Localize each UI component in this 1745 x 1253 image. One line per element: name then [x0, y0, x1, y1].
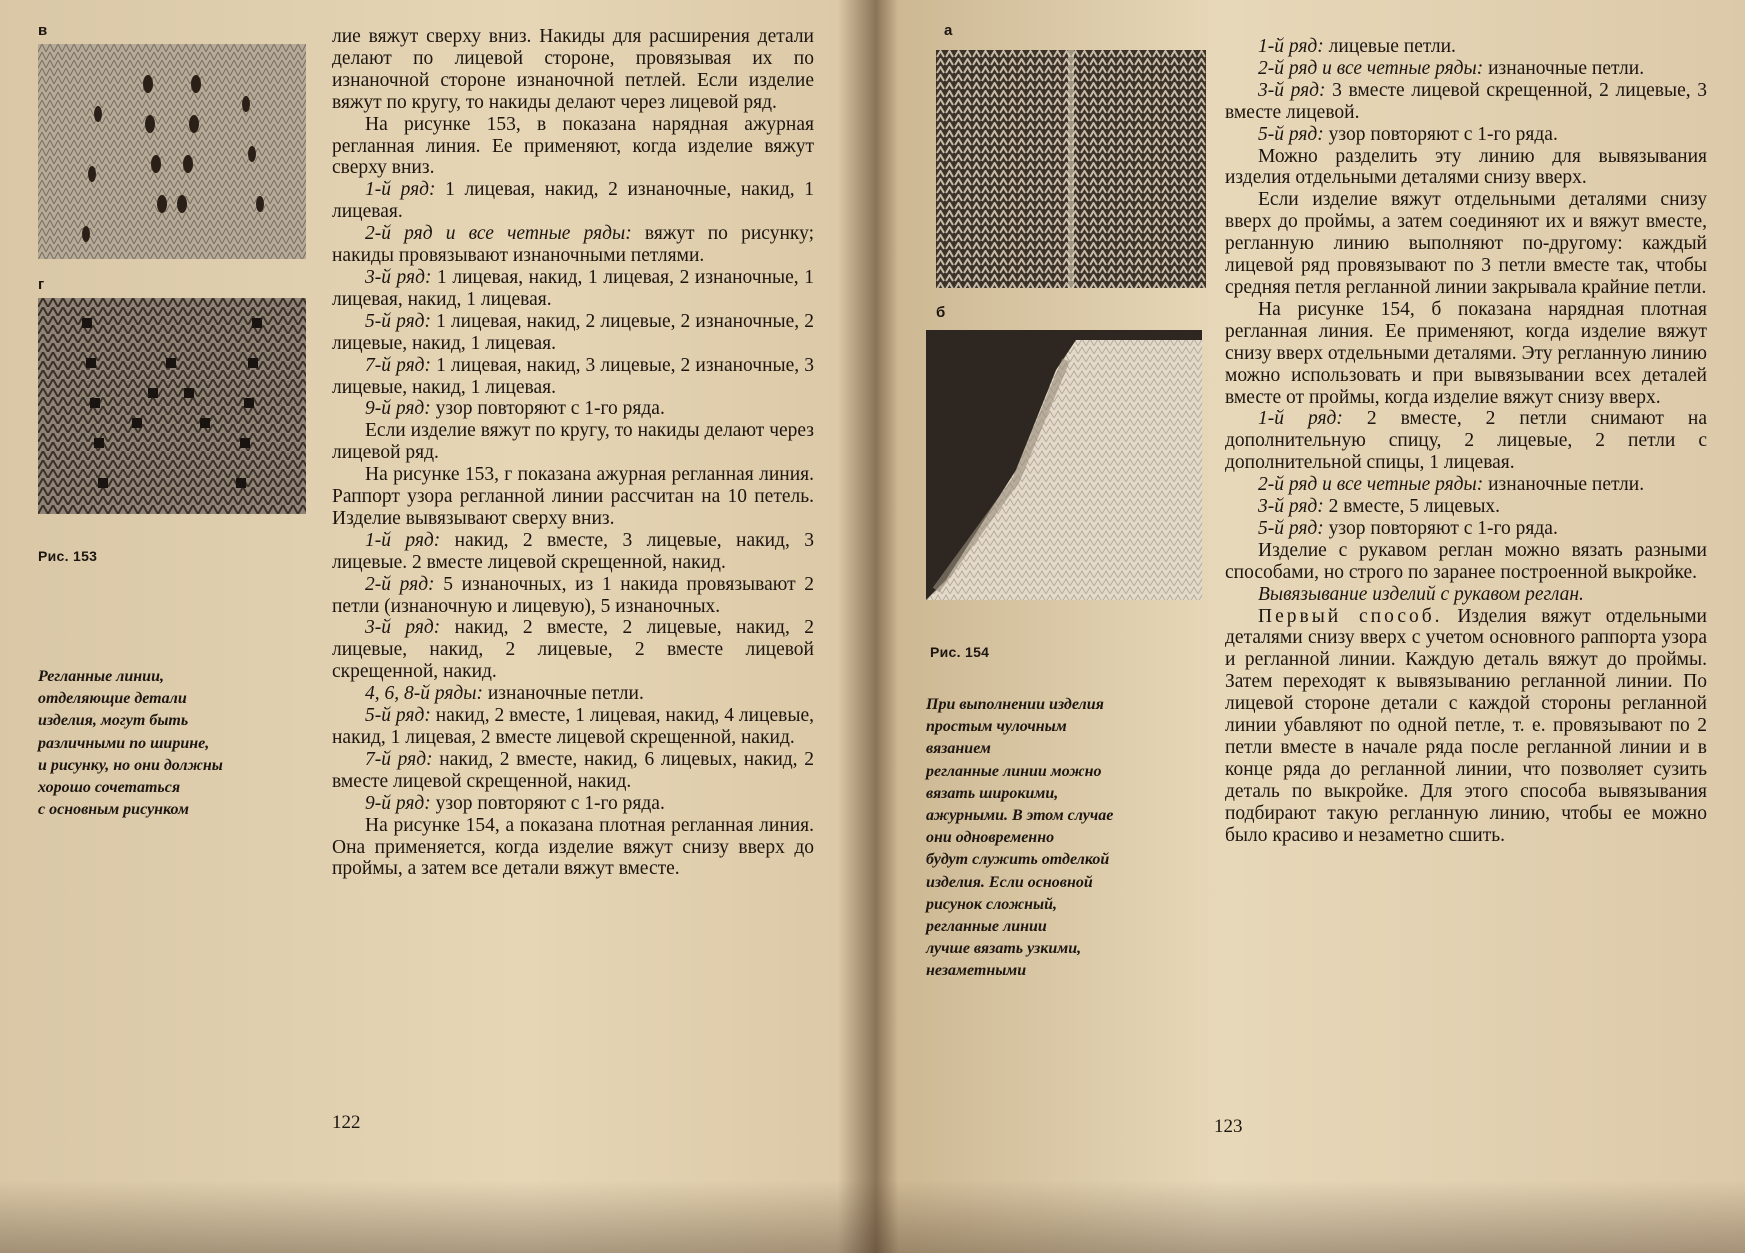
paragraph: Изделие с рукавом реглан можно вязать разными способами, но строго по заранее построенной выкройке.: [1225, 539, 1707, 583]
row-label: 5-й ряд:: [1258, 123, 1324, 145]
row-label: 3-й ряд:: [1258, 79, 1326, 101]
row-text: вяжут по рисунку; накиды провязывают изнаночными петлями.: [332, 223, 814, 267]
figure-letter-b: б: [936, 304, 946, 321]
row-label: 5-й ряд:: [1258, 517, 1324, 539]
figure-letter-g: г: [38, 276, 45, 293]
row-text: узор повторяют с 1-го ряда.: [1323, 123, 1558, 145]
row-label: 2-й ряд и все четные ряды:: [365, 223, 632, 245]
row-text: узор повторяют с 1-го ряда.: [430, 398, 665, 420]
row-text: изнаночные петли.: [1483, 57, 1645, 79]
paragraph: Если изделие вяжут отдельными деталями снизу вверх до проймы, а затем соединяют их и вяжут вместе, регланную линию выполняют по-другому: каждый лицевой ряд провязывают по 3 петли вместе так, чтобы средняя петля регланной линии закрывала крайние петли.: [1225, 189, 1707, 298]
paragraph: [332, 398, 814, 420]
row-label: 1-й ряд:: [1258, 36, 1324, 57]
caption-line: лучше вязать узкими,: [926, 940, 1082, 958]
paragraph: [1225, 80, 1707, 124]
row-label: 9-й ряд:: [365, 398, 431, 420]
row-label: 1-й ряд:: [1258, 408, 1343, 430]
caption-line: изделия. Если основной: [926, 873, 1093, 891]
paragraph: На рисунке 154, б показана нарядная плотная регланная линия. Ее применяют, когда изделие вяжут снизу вверх отдельными деталями. Эту регланную линию можно использовать и при вывязывании всех деталей вместе от проймы, когда изделие вяжут снизу вверх.: [1225, 298, 1707, 408]
figure-title: Рис. 154: [930, 644, 990, 660]
paragraph: [332, 530, 814, 574]
row-label: 5-й ряд:: [365, 310, 431, 332]
row-label: 9-й ряд:: [365, 792, 431, 814]
paragraph: Если изделие вяжут по кругу, то накиды делают через лицевой ряд.: [332, 420, 814, 464]
caption-line: и рисунку, но они должны: [38, 756, 223, 774]
row-text: 1 лицевая, накид, 3 лицевые, 2 изнаночные, 3 лицевые, накид, 1 лицевая.: [332, 354, 814, 398]
row-label: 1-й ряд:: [365, 179, 436, 201]
row-text: 2 вместе, 2 петли снимают на дополнительную спицу, 2 лицевые, 2 петли с дополнительной спицы, 1 лицевая.: [1225, 408, 1707, 474]
row-text: 1 лицевая, накид, 2 лицевые, 2 изнаночные, 2 лицевые, накид, 1 лицевая.: [332, 310, 814, 354]
paragraph: [1225, 606, 1707, 847]
row-label: 2-й ряд и все четные ряды:: [1258, 57, 1484, 79]
paragraph: [1225, 474, 1707, 496]
right-page: [880, 0, 1745, 1253]
paragraph: [332, 574, 814, 618]
paragraph: [1225, 58, 1707, 80]
row-text: узор повторяют с 1-го ряда.: [1323, 517, 1558, 539]
paragraph: [332, 683, 814, 705]
figure-caption: [926, 694, 1113, 983]
caption-line: изделия, могут быть: [38, 712, 189, 730]
row-text: накид, 2 вместе, 1 лицевая, накид, 4 лицевые, накид, 1 лицевая, 2 вместе лицевой скрещенной, накид.: [332, 705, 814, 748]
caption-line: При выполнении изделия: [926, 696, 1104, 713]
paragraph: [1225, 124, 1707, 146]
row-label: 7-й ряд:: [365, 748, 433, 770]
row-label: 2-й ряд и все четные ряды:: [1258, 474, 1484, 496]
knitting-photo-a: [936, 50, 1206, 288]
caption-line: хорошо сочетаться: [38, 779, 181, 797]
paragraph: [1225, 518, 1707, 540]
row-text: 5 изнаночных, из 1 накида провязывают 2 петли (изнаночную и лицевую), 5 изнаночных.: [332, 573, 814, 617]
row-text: накид, 2 вместе, 2 лицевые, накид, 2 лицевые, накид, 2 лицевые, 2 вместе лицевой скрещенной, накид.: [332, 617, 814, 683]
figure-letter-a: а: [944, 22, 953, 39]
row-text: лицевые петли.: [1323, 36, 1456, 57]
paragraph: [332, 179, 814, 223]
row-label: 2-й ряд:: [365, 573, 435, 595]
section-heading: Вывязывание изделий с рукавом реглан.: [1258, 583, 1584, 605]
caption-line: незаметными: [926, 962, 1027, 980]
knitting-photo-g: [38, 298, 306, 514]
row-text: изнаночные петли.: [483, 683, 644, 705]
row-label: 5-й ряд:: [365, 705, 431, 727]
row-label: 3-й ряд:: [365, 266, 432, 288]
row-label: 1-й ряд:: [365, 529, 441, 551]
caption-line: простым чулочным: [926, 718, 1067, 736]
method-heading: Первый способ.: [1258, 605, 1443, 627]
caption-line: различными по ширине,: [38, 734, 210, 752]
page-shadow: [0, 1180, 1745, 1253]
caption-line: будут служить отделкой: [926, 851, 1110, 869]
figure-title: Рис. 153: [38, 548, 98, 564]
caption-line: регланные линии можно: [926, 762, 1102, 780]
row-label: 3-й ряд:: [1258, 496, 1324, 518]
row-text: узор повторяют с 1-го ряда.: [430, 792, 665, 814]
text-column: [332, 26, 814, 880]
paragraph: [1225, 408, 1707, 474]
caption-line: они одновременно: [926, 829, 1055, 847]
row-text: изнаночные петли.: [1483, 474, 1645, 496]
paragraph: [332, 355, 814, 399]
caption-line: отделяющие детали: [38, 690, 187, 708]
row-text: 2 вместе, 5 лицевых.: [1323, 496, 1501, 518]
page-number: 123: [1214, 1116, 1243, 1137]
row-text: Изделия вяжут отдельными деталями снизу вверх с учетом основного раппорта узора и регланной линии. Каждую деталь вяжут до проймы. Затем переходят к вывязыванию регланной линии. По лицевой стороне детали с каждой стороны регланной линии убавляют по одной петле, т. е. провязывают по 2 петли вместе в начале ряда после регланной линии и в конце ряда до регланной линии, что позволяет сузить деталь по выкройке. Для этого способа вывязывания подбирают такую регланную линию, чтобы ее можно было красиво и незаметно сшить.: [1225, 605, 1707, 846]
row-text: 3 вместе лицевой скрещенной, 2 лицевые, 3 вместе лицевой.: [1225, 79, 1707, 123]
caption-line: регланные линии: [926, 918, 1047, 936]
figure-letter-v: в: [38, 22, 48, 39]
caption-line: рисунок сложный,: [926, 895, 1058, 913]
row-label: 7-й ряд:: [365, 354, 431, 376]
paragraph: [332, 705, 814, 749]
paragraph: [1225, 496, 1707, 518]
paragraph: [332, 267, 814, 311]
paragraph: Можно разделить эту линию для вывязывания изделия отдельными деталями снизу вверх.: [1225, 145, 1707, 189]
caption-line: ажурными. В этом случае: [926, 807, 1114, 825]
paragraph: [332, 223, 814, 267]
figure-caption: [38, 666, 223, 821]
row-text: накид, 2 вместе, накид, 6 лицевых, накид, 2 вместе лицевой скрещенной, накид.: [332, 748, 814, 792]
row-label: 4, 6, 8-й ряды:: [365, 683, 483, 705]
paragraph: [332, 793, 814, 815]
caption-line: Регланные линии,: [38, 668, 164, 685]
paragraph: На рисунке 154, а показана плотная регланная линия. Она применяется, когда изделие вяжут снизу вверх до проймы, а затем все детали вяжут вместе.: [332, 814, 814, 880]
paragraph: [332, 617, 814, 683]
knitting-photo-b: [926, 330, 1202, 600]
page-number: 122: [332, 1112, 361, 1133]
paragraph: На рисунке 153, г показана ажурная регланная линия. Раппорт узора регланной линии рассчитан на 10 петель. Изделие вывязывают сверху вниз.: [332, 464, 814, 529]
knitting-photo-v: [38, 44, 306, 259]
paragraph: [1225, 36, 1707, 58]
paragraph: [1225, 584, 1707, 606]
row-text: 1 лицевая, накид, 2 изнаночные, накид, 1 лицевая.: [332, 179, 814, 223]
row-text: 1 лицевая, накид, 1 лицевая, 2 изнаночные, 1 лицевая, накид, 1 лицевая.: [332, 266, 814, 310]
row-label: 3-й ряд:: [365, 617, 441, 639]
caption-line: вязать широкими,: [926, 784, 1059, 802]
caption-line: вязанием: [926, 740, 991, 758]
caption-line: с основным рисунком: [38, 801, 189, 819]
left-page: [0, 0, 868, 1253]
paragraph: лие вяжут сверху вниз. Накиды для расширения детали делают по лицевой стороне, провязывая их по изнаночной стороне изнаночной петлей. Если изделие вяжут по кругу, то накиды делают через лицевой ряд.: [332, 26, 814, 113]
paragraph: [332, 749, 814, 793]
text-column: [1225, 36, 1707, 847]
paragraph: [332, 311, 814, 355]
paragraph: На рисунке 153, в показана нарядная ажурная регланная линия. Ее применяют, когда изделие вяжут сверху вниз.: [332, 113, 814, 179]
row-text: накид, 2 вместе, 3 лицевые, накид, 3 лицевые. 2 вместе лицевой скрещенной, накид.: [332, 529, 814, 573]
